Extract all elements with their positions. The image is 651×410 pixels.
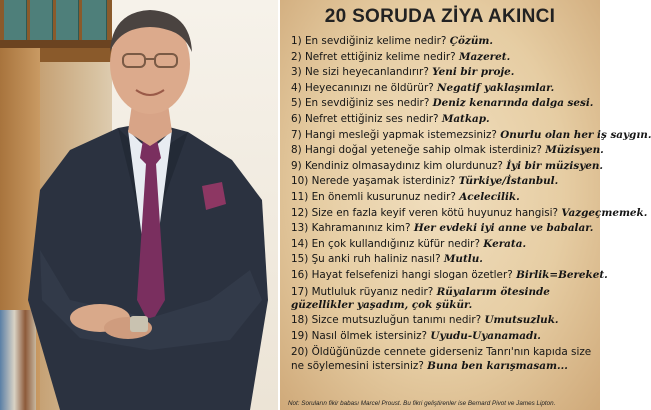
question-text: 2) Nefret ettiğiniz kelime nedir? bbox=[291, 50, 456, 63]
answer-text: Acelecilik. bbox=[459, 190, 520, 203]
answer-text: Kerata. bbox=[483, 237, 527, 250]
qa-item bbox=[291, 174, 596, 190]
answer-text: Birlik=Bereket. bbox=[516, 268, 608, 281]
answer-text: Yeni bir proje. bbox=[432, 66, 515, 79]
qa-item bbox=[291, 313, 596, 329]
answer-text: Çözüm. bbox=[449, 35, 494, 47]
qa-item bbox=[291, 34, 596, 50]
panel-title: 20 SORUDA ZİYA AKINCI bbox=[324, 6, 556, 27]
answer-text: Onurlu olan her iş saygın. bbox=[500, 128, 651, 141]
answer-text: Deniz kenarında dalga sesi. bbox=[432, 97, 594, 110]
answer-text: Mutlu. bbox=[443, 253, 483, 266]
question-text: 5) En sevdiğiniz ses nedir? bbox=[291, 97, 430, 110]
answer-text: Matkap. bbox=[441, 112, 490, 125]
qa-item bbox=[291, 190, 596, 206]
interview-panel bbox=[280, 0, 651, 410]
answer-text: İyi bir müzisyen. bbox=[506, 159, 604, 172]
question-text: 18) Sizce mutsuzluğun tanımı nedir? bbox=[291, 314, 482, 327]
portrait-photo bbox=[0, 0, 278, 410]
question-text: 11) En önemli kusurunuz nedir? bbox=[291, 190, 456, 203]
answer-text: Umutsuzluk. bbox=[484, 314, 559, 327]
answer-text: Rüyalarım ötesinde güzellikler yaşadım, çok şükür. bbox=[291, 285, 550, 311]
answer-text: Uyudu-Uyanamadı. bbox=[430, 329, 541, 342]
qa-item bbox=[291, 128, 651, 144]
question-text: 16) Hayat felsefenizi hangi slogan özetler? bbox=[291, 268, 513, 281]
question-text: 8) Hangi doğal yeteneğe sahip olmak isterdiniz? bbox=[291, 144, 542, 157]
question-text: 10) Nerede yaşamak isterdiniz? bbox=[291, 175, 456, 188]
answer-text: Negatif yaklaşımlar. bbox=[437, 81, 555, 94]
question-text: 4) Heyecanınızı ne öldürür? bbox=[291, 81, 434, 94]
qa-item bbox=[291, 143, 604, 159]
answer-text: Mazeret. bbox=[458, 50, 511, 63]
footnote: Not: Soruların fikir babası Marcel Proust. Bu fikri geliştirenler ise Bernard Pivot ve James Lipton. bbox=[288, 400, 556, 407]
question-list bbox=[291, 34, 651, 374]
man-in-suit-figure bbox=[0, 0, 278, 410]
answer-text: Her evdeki iyi anne ve babalar. bbox=[413, 222, 594, 235]
question-text: 17) Mutluluk rüyanız nedir? bbox=[291, 285, 434, 298]
qa-item bbox=[291, 252, 596, 268]
question-text: 1) En sevdiğiniz kelime nedir? bbox=[291, 35, 447, 47]
question-text: 12) Size en fazla keyif veren kötü huyunuz hangisi? bbox=[291, 206, 559, 219]
qa-item bbox=[291, 346, 596, 373]
question-text: 9) Kendiniz olmasaydınız kim olurdunuz? bbox=[291, 159, 503, 172]
answer-text: Vazgeçmemek. bbox=[561, 206, 648, 219]
question-text: 15) Şu anki ruh haliniz nasıl? bbox=[291, 253, 441, 266]
question-text: 14) En çok kullandığınız küfür nedir? bbox=[291, 237, 480, 250]
question-text: 6) Nefret ettiğiniz ses nedir? bbox=[291, 112, 439, 125]
answer-text: Müzisyen. bbox=[545, 144, 604, 157]
qa-item bbox=[291, 329, 596, 345]
question-text: 7) Hangi mesleği yapmak istemezsiniz? bbox=[291, 128, 497, 141]
qa-item bbox=[291, 50, 596, 66]
qa-item bbox=[291, 206, 648, 222]
question-text: 19) Nasıl ölmek istersiniz? bbox=[291, 329, 428, 342]
qa-item bbox=[291, 237, 596, 253]
answer-text: Buna ben karışmasam... bbox=[427, 359, 568, 372]
qa-item bbox=[291, 112, 596, 128]
qa-item bbox=[291, 159, 604, 175]
question-text: 20) Öldüğünüzde cennete giderseniz Tanrı'nın kapıda size ne söylemesini istersiniz? bbox=[291, 346, 592, 372]
qa-item bbox=[291, 268, 608, 284]
qa-item bbox=[291, 65, 596, 81]
question-text: 13) Kahramanınız kim? bbox=[291, 222, 411, 235]
qa-item bbox=[291, 286, 596, 313]
qa-item bbox=[291, 96, 596, 112]
qa-item bbox=[291, 221, 596, 237]
qa-item bbox=[291, 81, 596, 97]
question-text: 3) Ne sizi heyecanlandırır? bbox=[291, 66, 429, 79]
answer-text: Türkiye/İstanbul. bbox=[458, 175, 559, 188]
